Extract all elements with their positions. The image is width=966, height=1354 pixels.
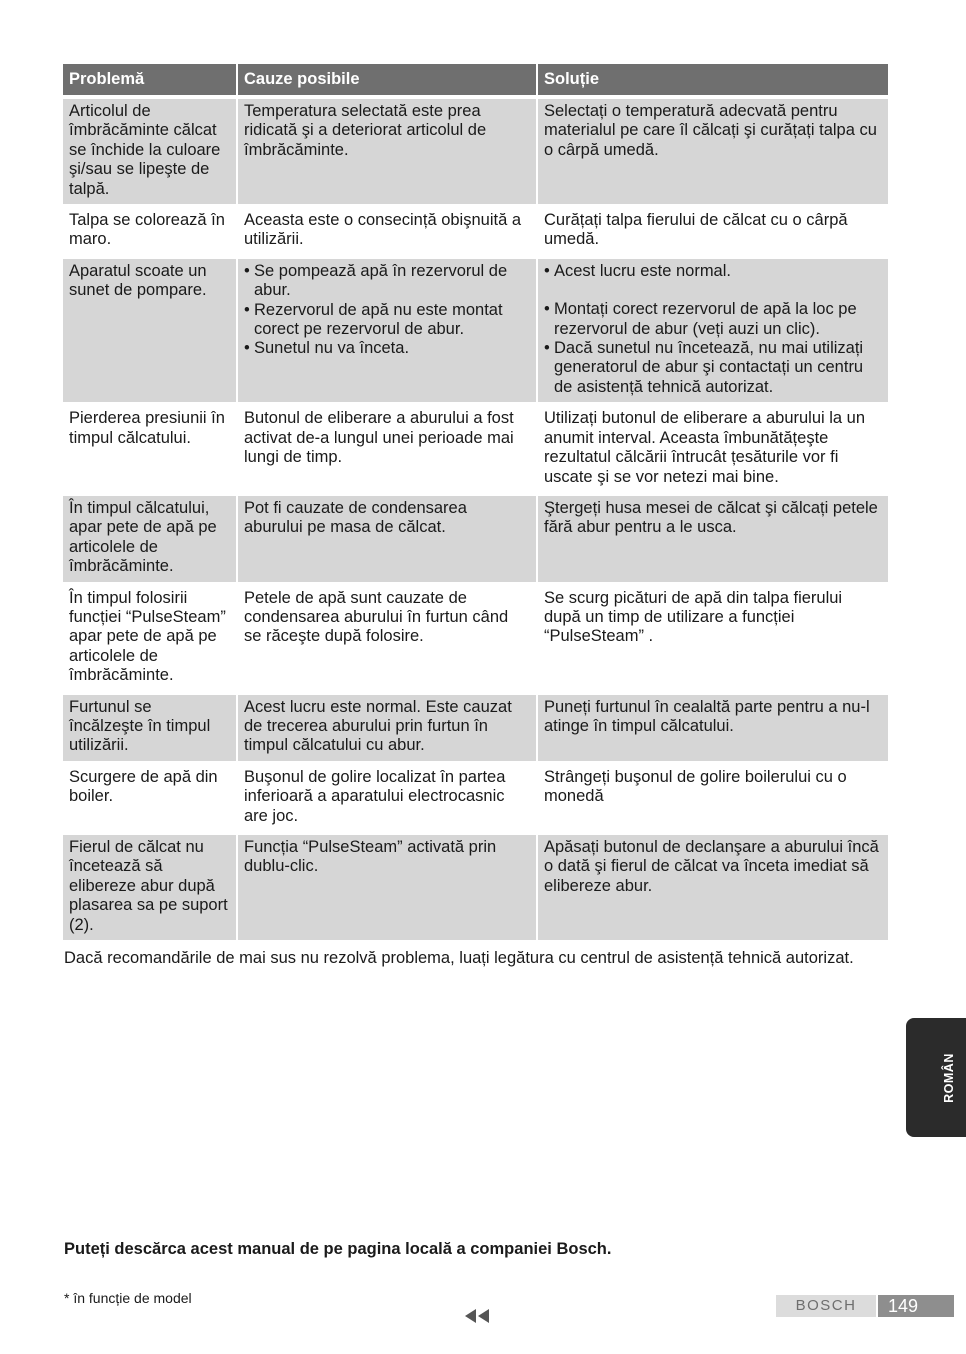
solution-cell <box>538 99 888 204</box>
table-row <box>63 496 888 582</box>
causes-cell <box>238 586 536 691</box>
problem-cell: Talpa se colorează în maro. <box>69 211 225 249</box>
solution-cell <box>538 586 888 691</box>
cell-text: Aceasta este o consecință obişnuită a utilizării. <box>244 211 522 249</box>
bullet-text: Sunetul nu va înceta. <box>254 339 410 358</box>
causes-cell <box>238 765 536 831</box>
bullet-icon: • <box>244 339 250 358</box>
solution-cell <box>538 695 888 761</box>
table-row <box>63 586 888 691</box>
cell-text: Curățați talpa fierului de călcat cu o cârpă umedă. <box>544 211 848 249</box>
cell-text: Pot fi cauzate de condensarea aburului pe masa de călcat. <box>244 498 467 537</box>
problem-cell: Aparatul scoate un sunet de pompare. <box>63 259 236 402</box>
table-row <box>63 406 888 492</box>
header-causes: Cauze posibile <box>238 64 536 95</box>
table-row <box>63 259 888 402</box>
causes-cell <box>238 695 536 761</box>
cell-text: Butonul de eliberare a aburului a fost activat de-a lungul unei perioade mai lungi de timp. <box>244 409 514 467</box>
solution-cell <box>538 208 888 255</box>
download-note: Puteți descărca acest manual de pe pagina locală a companiei Bosch. <box>64 1240 612 1258</box>
cell-text: Strângeți buşonul de golire boilerului cu o monedă <box>544 767 847 806</box>
language-tab <box>906 1018 966 1137</box>
causes-cell <box>238 835 536 940</box>
causes-cell <box>238 259 536 402</box>
cell-text: Puneți furtunul în cealaltă parte pentru a nu-l atinge în timpul călcatului. <box>544 697 870 735</box>
table-header-row <box>63 64 888 95</box>
solution-cell <box>538 259 888 402</box>
cell-text: Buşonul de golire localizat în partea inferioară a aparatului electrocasnic are joc. <box>244 767 506 825</box>
bullet-item <box>544 300 882 339</box>
back-arrows-icon[interactable] <box>463 1307 491 1325</box>
brand-label: BOSCH <box>776 1295 876 1317</box>
table-row <box>63 99 888 204</box>
footnote: * în funcție de model <box>64 1290 192 1306</box>
bullet-item <box>544 262 882 281</box>
table-row <box>63 835 888 940</box>
header-solution: Soluție <box>538 64 888 95</box>
troubleshooting-table <box>61 60 890 944</box>
support-note: Dacă recomandările de mai sus nu rezolvă problema, luați legătura cu centrul de asistență tehnică autorizat. <box>64 949 854 967</box>
table-row <box>63 695 888 761</box>
cell-text: Selectați o temperatură adecvată pentru materialul pe care îl călcați şi curățați talpa cu o cârpă umedă. <box>544 102 877 159</box>
solution-cell <box>538 406 888 492</box>
bullet-text: Rezervorul de apă nu este montat corect pe rezervorul de abur. <box>254 300 503 339</box>
bullet-item <box>244 339 530 358</box>
bullet-item <box>544 339 882 397</box>
problem-cell: Furtunul se încălzeşte în timpul utilizării. <box>63 695 236 761</box>
solution-cell <box>538 765 888 831</box>
bullet-item <box>244 301 530 340</box>
page-number: 149 <box>878 1295 954 1317</box>
bullet-icon: • <box>544 339 550 358</box>
table-row <box>63 208 888 255</box>
solution-cell <box>538 496 888 582</box>
bullet-text: Acest lucru este normal. <box>554 261 731 280</box>
cell-text: Apăsați butonul de declanşare a aburului încă o dată şi fierul de călcat va înceta imediat să elibereze abur. <box>544 838 879 895</box>
language-tab-label: ROMÂN <box>941 1052 956 1103</box>
causes-cell <box>238 99 536 204</box>
causes-cell <box>238 496 536 582</box>
cell-text: Funcția “PulseSteam” activată prin dublu-clic. <box>244 838 497 876</box>
causes-cell <box>238 406 536 492</box>
table-row <box>63 765 888 831</box>
problem-cell: Scurgere de apă din boiler. <box>69 767 218 806</box>
bullet-icon: • <box>244 300 250 319</box>
problem-cell: Articolul de îmbrăcăminte călcat se închide la culoare şi/sau se lipeşte de talpă. <box>63 99 236 204</box>
bullet-text: Dacă sunetul nu încetează, nu mai utilizați generatorul de abur şi contactați un centru de asistență tehnică autorizat. <box>554 339 864 396</box>
bullet-icon: • <box>244 261 250 280</box>
header-problem: Problemă <box>63 64 236 95</box>
cell-text: Se scurg picături de apă din talpa fierului după un timp de utilizare a funcției “PulseSteam” . <box>544 588 843 646</box>
cell-text: Acest lucru este normal. Este cauzat de trecerea aburului prin furtun în timpul călcatului cu abur. <box>244 697 512 755</box>
problem-cell: În timpul călcatului, apar pete de apă pe articolele de îmbrăcăminte. <box>63 496 236 582</box>
bullet-icon: • <box>544 300 550 319</box>
bullet-text: Se pompează apă în rezervorul de abur. <box>254 261 508 300</box>
bullet-icon: • <box>544 261 550 280</box>
problem-cell: Pierderea presiunii în timpul călcatului. <box>69 409 225 447</box>
cell-text: Temperatura selectată este prea ridicată şi a deteriorat articolul de îmbrăcăminte. <box>244 102 487 159</box>
problem-cell: În timpul folosirii funcției “PulseSteam” apar pete de apă pe articolele de îmbrăcăminte. <box>69 588 226 685</box>
cell-text: Ştergeți husa mesei de călcat şi călcați petele fără abur pentru a le usca. <box>544 498 878 537</box>
problem-cell: Fierul de călcat nu încetează să elibereze abur după plasarea sa pe suport (2). <box>63 835 236 940</box>
cell-text: Utilizați butonul de eliberare a aburului la un anumit interval. Aceasta îmbunătățeşte rezultatul călcării întrucât țesăturile vor fi uscate şi se vor netezi mai bine. <box>544 409 866 486</box>
bullet-item <box>244 262 530 301</box>
cell-text: Petele de apă sunt cauzate de condensarea aburului în furtun când se răceşte după folosire. <box>244 588 509 646</box>
bullet-text: Montați corect rezervorul de apă la loc pe rezervorul de abur (veți auzi un clic). <box>554 300 857 338</box>
causes-cell <box>238 208 536 255</box>
solution-cell <box>538 835 888 940</box>
